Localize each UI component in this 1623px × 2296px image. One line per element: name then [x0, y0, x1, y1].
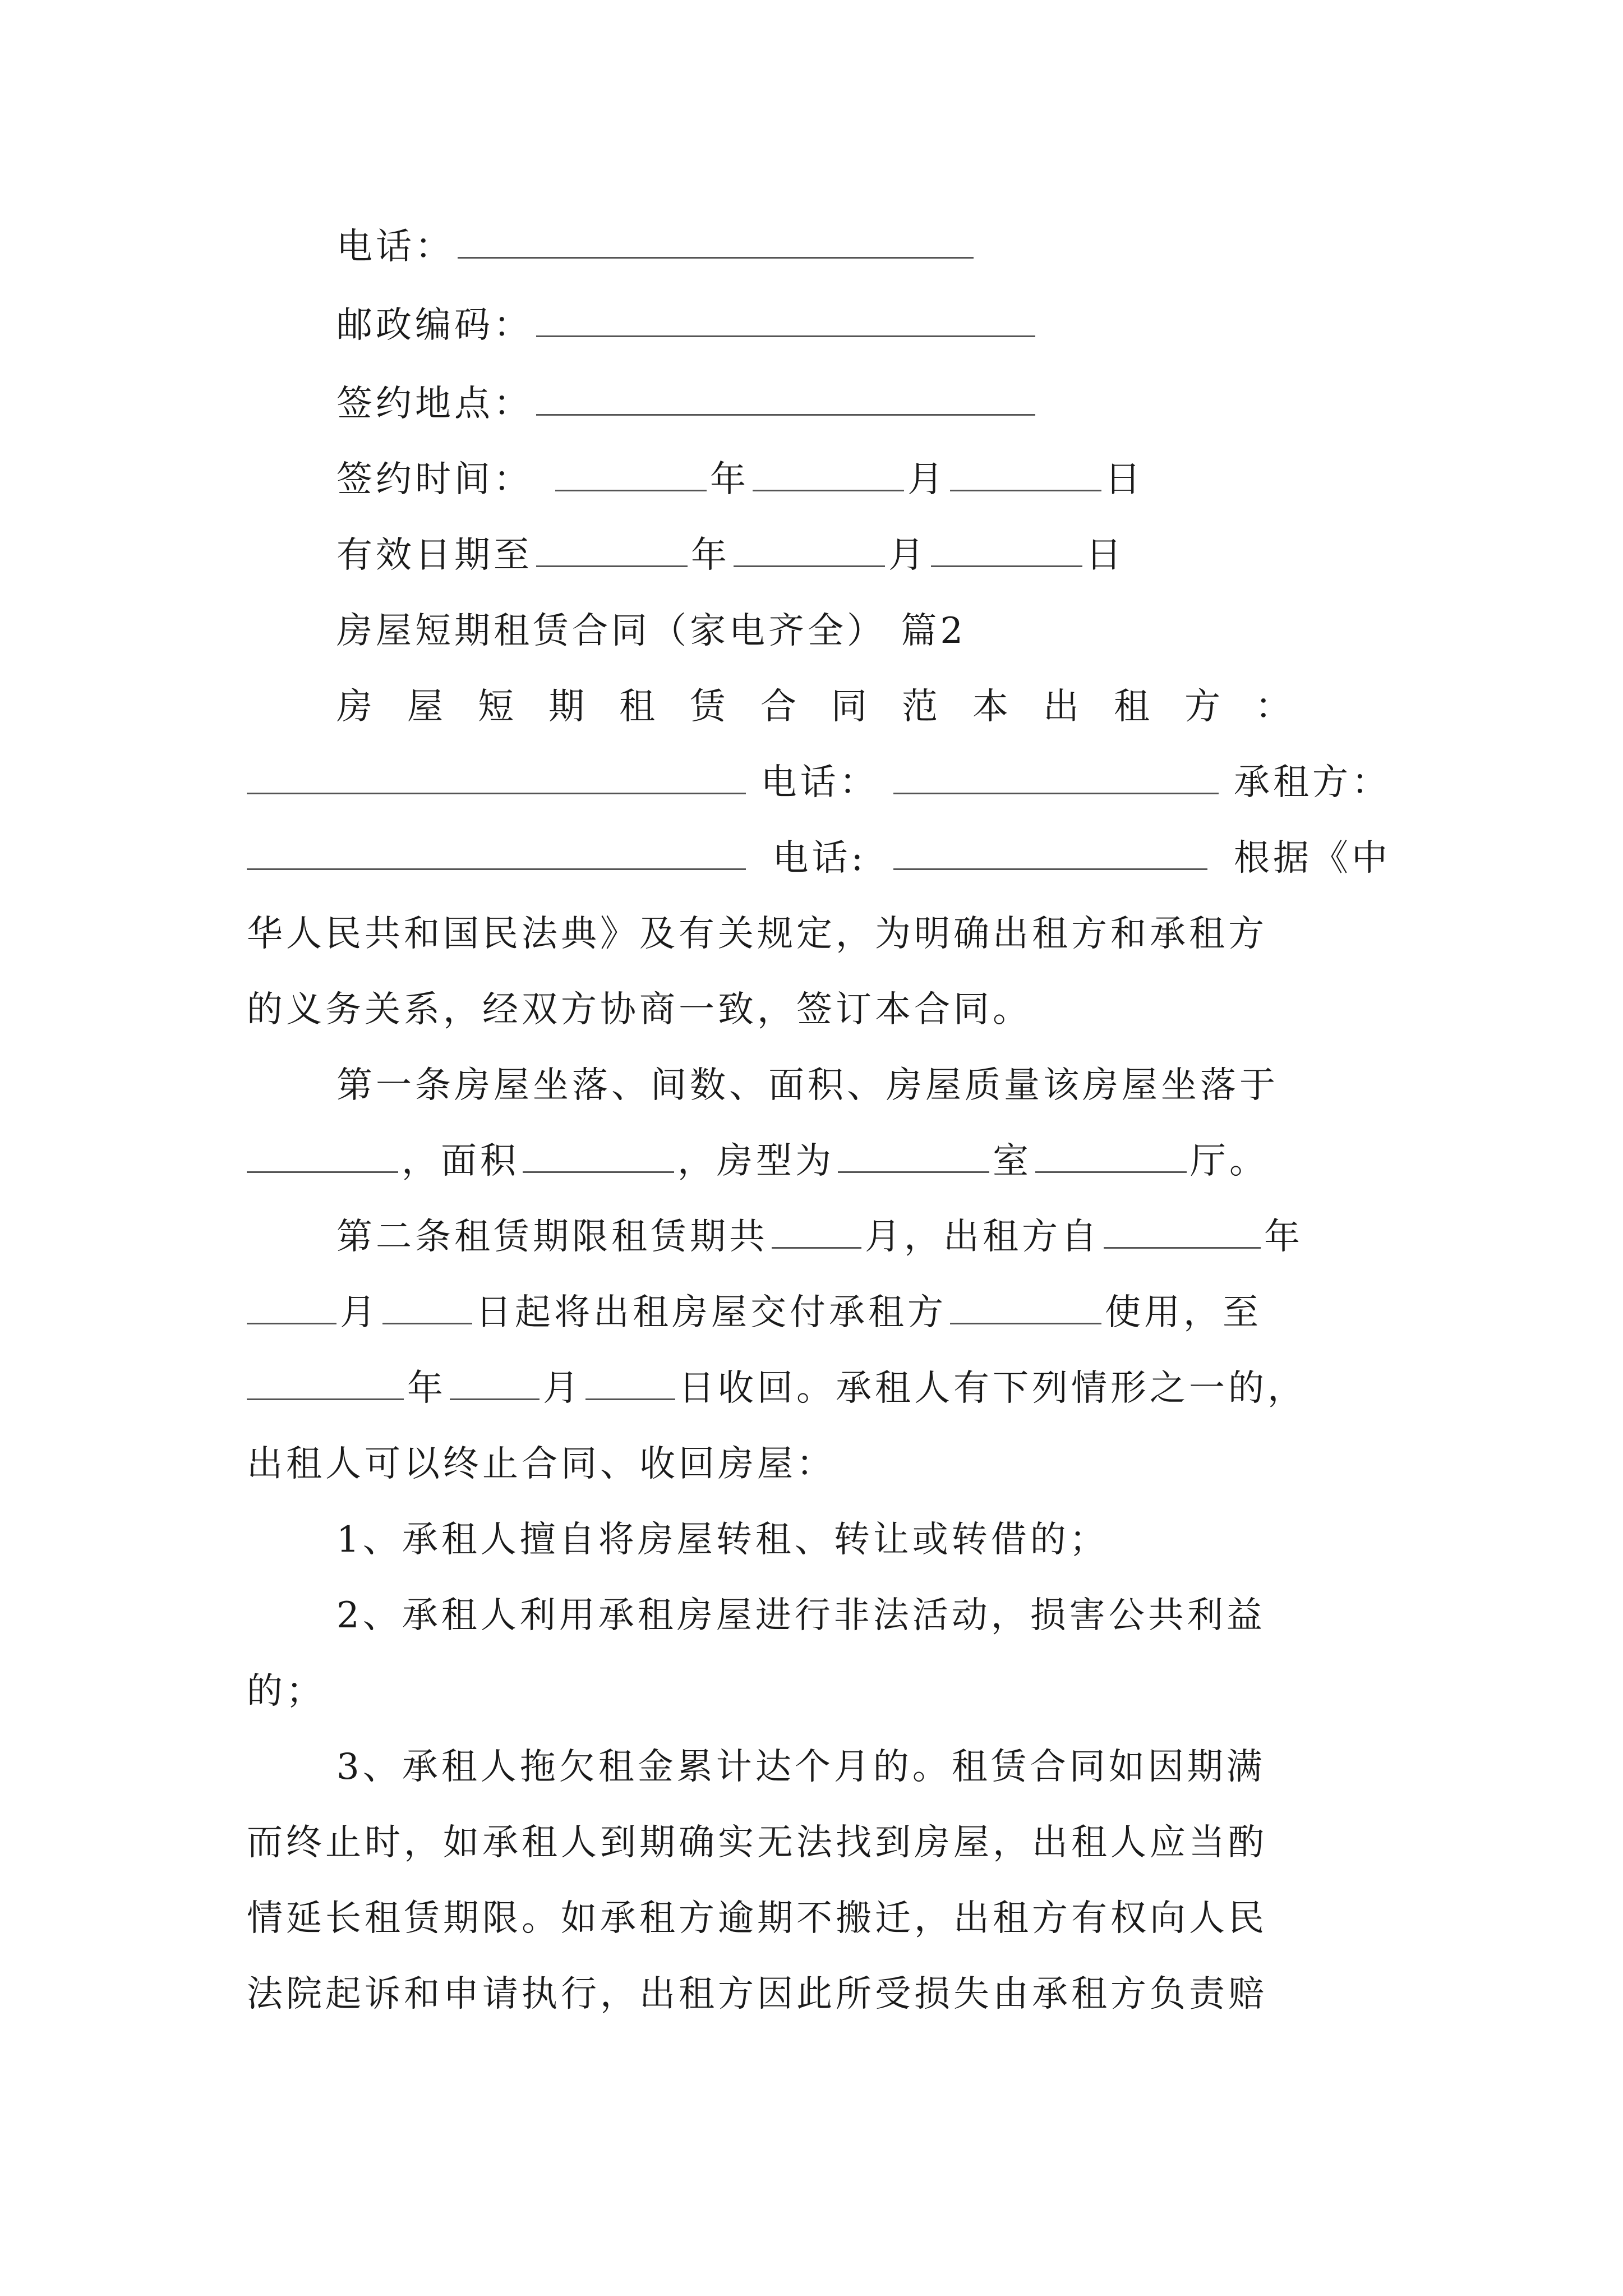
- sign-place-blank[interactable]: [536, 379, 1035, 416]
- valid-month-blank[interactable]: [734, 531, 885, 567]
- end-month-blank[interactable]: [450, 1364, 540, 1400]
- month-label: 月: [340, 1292, 379, 1333]
- start-year-blank[interactable]: [1104, 1212, 1261, 1249]
- sign-year-blank[interactable]: [555, 455, 707, 491]
- month-label: 月: [907, 459, 947, 500]
- use-until-label: 使用，至: [1105, 1292, 1262, 1333]
- intro-line-5: 的义务关系，经双方协商一致，签订本合同。: [247, 989, 1032, 1030]
- phone-line: [336, 219, 1391, 275]
- year-label: 年: [691, 535, 730, 576]
- list-item: 而终止时，如承租人到期确实无法找到房屋，出租人应当酌: [247, 1822, 1267, 1864]
- postcode-blank[interactable]: [536, 301, 1035, 337]
- hall-label: 厅。: [1190, 1140, 1269, 1182]
- article2-line-2: [247, 1285, 1391, 1341]
- month-from-label: 月，出租方自: [865, 1216, 1100, 1258]
- list-item: 3、承租人拖欠租金累计达个月的。租赁合同如因期满: [336, 1746, 1266, 1788]
- phone-label: 电话：: [336, 226, 454, 268]
- handover-label: 日起将出租房屋交付承租方: [476, 1292, 947, 1333]
- article1-line-2: [247, 1133, 1391, 1189]
- valid-year-blank[interactable]: [536, 531, 688, 567]
- intro-line-2: [247, 754, 1391, 811]
- start-month-blank[interactable]: [247, 1288, 336, 1324]
- start-day-blank[interactable]: [382, 1288, 472, 1324]
- valid-until-line: [336, 527, 1391, 583]
- article2-start: 第二条租赁期限租赁期共: [336, 1216, 768, 1258]
- list-item: 情延长租赁期限。如承租方逾期不搬迁，出租方有权向人民: [247, 1898, 1267, 1939]
- intro-line-4: 华人民共和国民法典》及有关规定，为明确出租方和承租方: [247, 913, 1267, 955]
- list-item: 法院起诉和申请执行，出租方因此所受损失由承租方负责赔: [247, 1973, 1267, 2015]
- sign-time-label: 签约时间：: [336, 459, 533, 500]
- section-title: 房屋短期租赁合同（家电齐全） 篇2: [336, 610, 967, 652]
- landlord-phone-label: 电话：: [760, 762, 879, 803]
- article1-line-1: 第一条房屋坐落、间数、面积、房屋质量该房屋坐落于: [336, 1065, 1279, 1106]
- valid-until-label: 有效日期至: [336, 535, 533, 576]
- intro-heading-line: 房屋短期租赁合同范本出租方：: [336, 686, 1326, 728]
- phone-blank[interactable]: [458, 222, 974, 259]
- intro-line-3-tail: 根据《中: [1233, 838, 1391, 879]
- valid-day-blank[interactable]: [931, 531, 1082, 567]
- area-label: ，面积: [402, 1140, 519, 1182]
- reclaim-label: 日收回。承租人有下列情形之一的，: [679, 1368, 1307, 1409]
- article2-line-3: [247, 1360, 1391, 1416]
- article2-line-1: [336, 1209, 1391, 1265]
- year-label: 年: [710, 459, 749, 500]
- list-item: 2、承租人利用承租房屋进行非法活动，损害公共利益: [336, 1595, 1266, 1636]
- intro-line-3: [247, 830, 1391, 886]
- room-label: 室: [993, 1140, 1032, 1182]
- sign-day-blank[interactable]: [950, 455, 1101, 491]
- end-year-blank[interactable]: [247, 1364, 404, 1400]
- landlord-phone-blank[interactable]: [893, 758, 1219, 794]
- list-item: 1、承租人擅自将房屋转租、转让或转借的；: [336, 1519, 1109, 1561]
- month-label: 月: [543, 1368, 582, 1409]
- sign-place-label: 签约地点：: [336, 383, 533, 425]
- tenant-label: 承租方：: [1233, 762, 1391, 803]
- sign-month-blank[interactable]: [753, 455, 904, 491]
- article2-line-4: 出租人可以终止合同、收回房屋：: [247, 1443, 836, 1485]
- year-label: 年: [1264, 1216, 1303, 1258]
- tenant-blank[interactable]: [247, 834, 746, 870]
- term-months-blank[interactable]: [772, 1212, 861, 1249]
- postcode-line: [336, 297, 1391, 353]
- room-blank[interactable]: [838, 1137, 989, 1173]
- day-label: 日: [1105, 459, 1144, 500]
- year-label: 年: [407, 1368, 446, 1409]
- tenant-phone-blank[interactable]: [893, 834, 1207, 870]
- hall-blank[interactable]: [1035, 1137, 1187, 1173]
- landlord-blank[interactable]: [247, 758, 746, 794]
- location-blank[interactable]: [247, 1137, 398, 1173]
- list-item: 的；: [247, 1671, 325, 1712]
- sign-time-line: [336, 452, 1391, 508]
- day-label: 日: [1086, 535, 1125, 576]
- type-label: ，房型为: [677, 1140, 834, 1182]
- tenant-phone-label: 电话:: [772, 838, 867, 879]
- end-day-blank[interactable]: [585, 1364, 675, 1400]
- postcode-label: 邮政编码：: [336, 305, 533, 346]
- handover-blank[interactable]: [950, 1288, 1101, 1324]
- month-label: 月: [888, 535, 928, 576]
- sign-place-line: [336, 376, 1391, 432]
- area-blank[interactable]: [523, 1137, 674, 1173]
